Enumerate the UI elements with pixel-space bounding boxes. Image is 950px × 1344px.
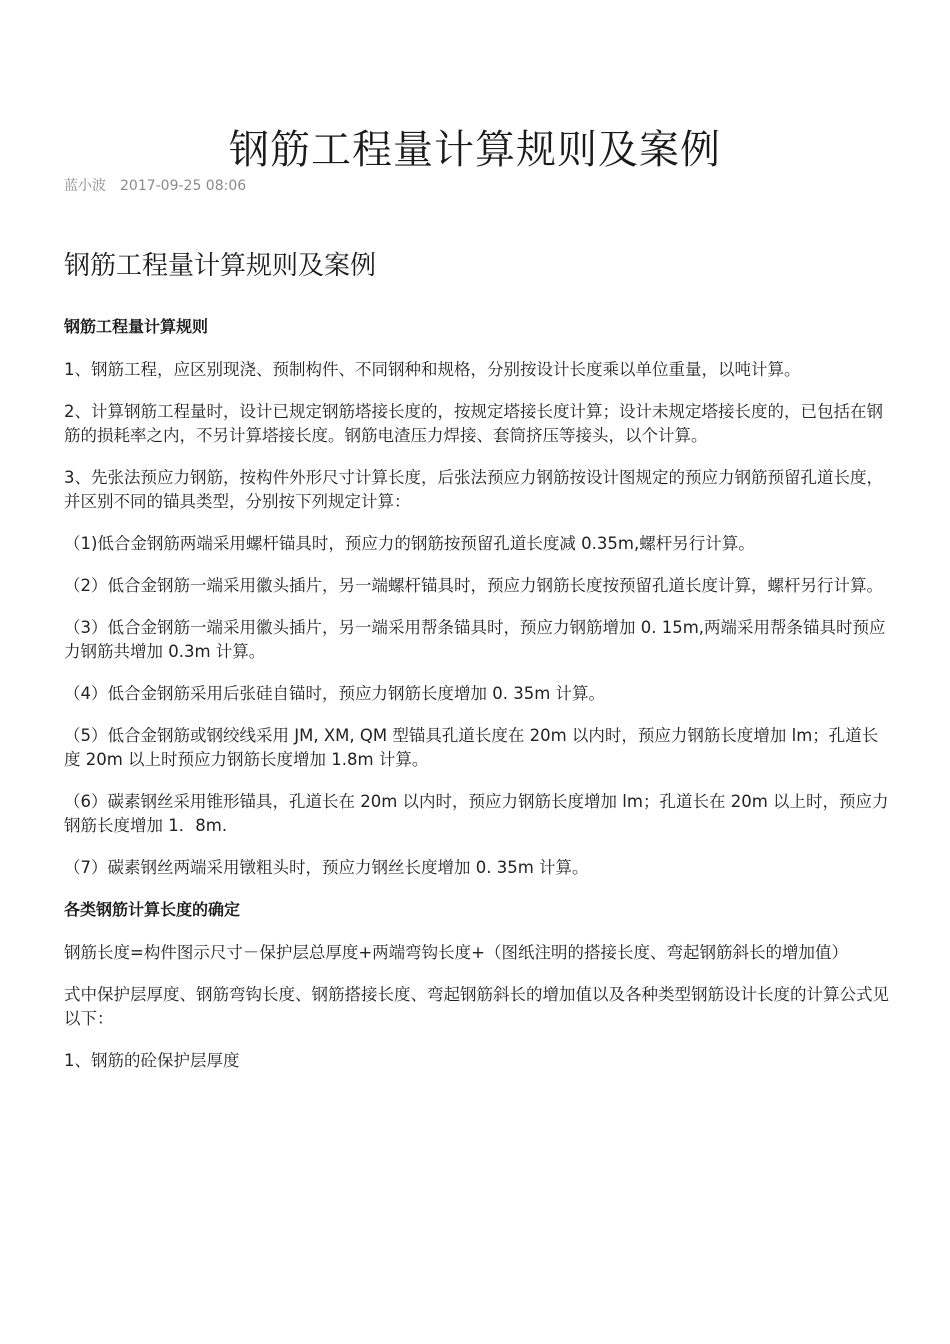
article-body: [64, 246, 894, 1091]
paragraph: （1)低合金钢筋两端采用螺杆锚具时，预应力的钢筋按预留孔道长度减 0.35m,螺杆另行计算。: [64, 534, 755, 553]
paragraph: （4）低合金钢筋采用后张硅自锚时，预应力钢筋长度增加 0. 35m 计算。: [64, 684, 606, 703]
paragraph: 3、先张法预应力钢筋，按构件外形尺寸计算长度，后张法预应力钢筋按设计图规定的预应力钢筋预留孔道长度，并区别不同的锚具类型，分别按下列规定计算：: [64, 468, 883, 511]
paragraph: 钢筋长度=构件图示尺寸－保护层总厚度+两端弯钩长度+（图纸注明的搭接长度、弯起钢筋斜长的增加值）: [64, 943, 848, 962]
paragraph: 2、计算钢筋工程量时，设计已规定钢筋塔接长度的，按规定塔接长度计算；设计未规定塔接长度的，已包括在钢筋的损耗率之内，不另计算塔接长度。钢筋电渣压力焊接、套筒挤压等接头，以个计算。: [64, 402, 883, 445]
paragraph: （6）碳素钢丝采用锥形锚具，孔道长在 20m 以内时，预应力钢筋长度增加 lm；孔道长在 20m 以上时，预应力钢筋长度增加 1．8m.: [64, 792, 889, 835]
paragraph: 1、钢筋的砼保护层厚度: [64, 1051, 240, 1070]
paragraph: （2）低合金钢筋一端采用徽头插片，另一端螺杆锚具时，预应力钢筋长度按预留孔道长度计算，螺杆另行计算。: [64, 576, 883, 595]
page-title: 钢筋工程量计算规则及案例: [229, 127, 721, 173]
paragraph: 式中保护层厚度、钢筋弯钩长度、钢筋搭接长度、弯起钢筋斜长的增加值以及各种类型钢筋设计长度的计算公式见以下：: [64, 985, 889, 1028]
section-heading-rules: 钢筋工程量计算规则: [64, 317, 209, 336]
article-meta: [64, 176, 260, 196]
article-title: 钢筋工程量计算规则及案例: [64, 251, 377, 281]
author-name: 蓝小波: [64, 178, 106, 194]
paragraph: （3）低合金钢筋一端采用徽头插片，另一端采用帮条锚具时，预应力钢筋增加 0. 15m,两端采用帮条锚具时预应力钢筋共增加 0.3m 计算。: [64, 618, 886, 661]
paragraph: （7）碳素钢丝两端采用镦粗头时，预应力钢丝长度增加 0. 35m 计算。: [64, 858, 589, 877]
publish-date: 2017-09-25 08:06: [120, 178, 247, 194]
paragraph: （5）低合金钢筋或钢绞线采用 JM, XM, QM 型锚具孔道长度在 20m 以内时，预应力钢筋长度增加 lm；孔道长度 20m 以上时预应力钢筋长度增加 1.8m 计算。: [64, 726, 879, 769]
paragraph: 1、钢筋工程，应区别现浇、预制构件、不同钢种和规格，分别按设计长度乘以单位重量，以吨计算。: [64, 360, 801, 379]
section-heading-lengths: 各类钢筋计算长度的确定: [64, 900, 241, 919]
